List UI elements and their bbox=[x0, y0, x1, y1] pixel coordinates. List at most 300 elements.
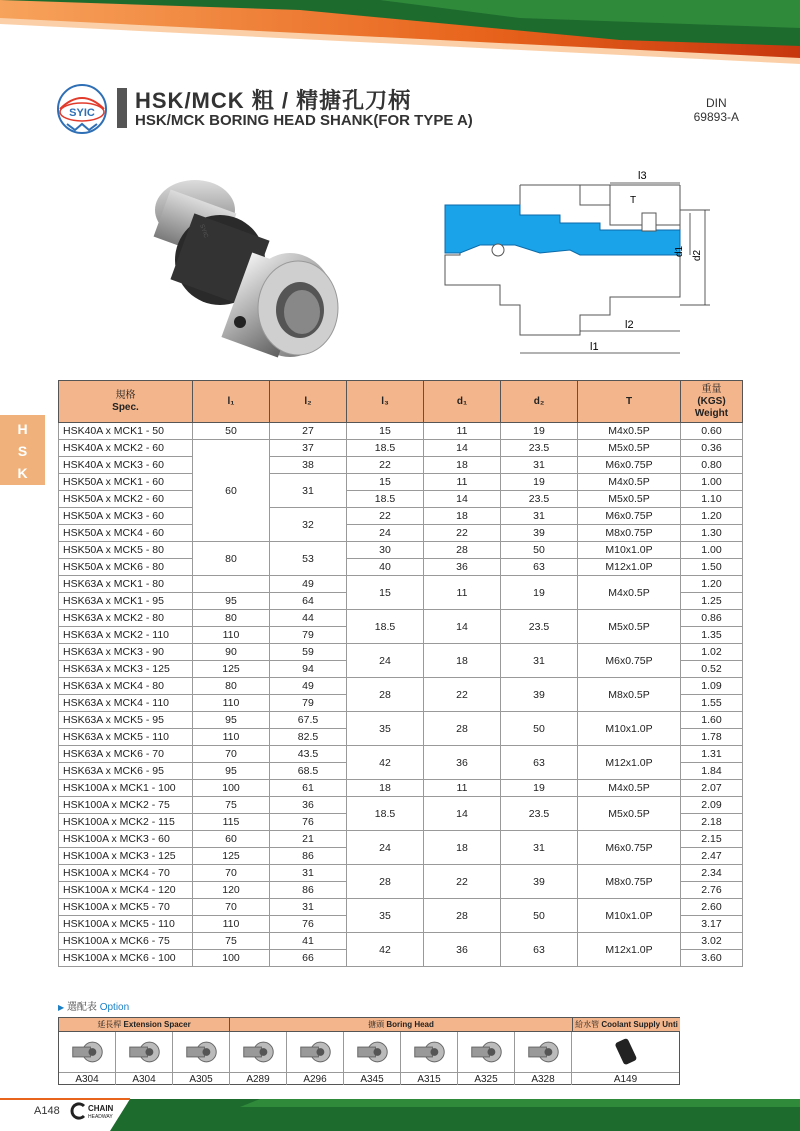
cell-w: 2.07 bbox=[681, 780, 743, 797]
cell-l3: 24 bbox=[347, 644, 424, 678]
cell-d2: 39 bbox=[501, 865, 578, 899]
cell-T: M8x0.75P bbox=[578, 525, 681, 542]
cell-spec: HSK40A x MCK2 - 60 bbox=[59, 440, 193, 457]
cell-l1: 115 bbox=[193, 814, 270, 831]
cell-w: 1.10 bbox=[681, 491, 743, 508]
table-row bbox=[59, 746, 743, 763]
cell-l2: 66 bbox=[270, 950, 347, 967]
cell-l2: 38 bbox=[270, 457, 347, 474]
cell-w: 2.15 bbox=[681, 831, 743, 848]
din-standard bbox=[694, 96, 739, 124]
cell-spec: HSK63A x MCK4 - 110 bbox=[59, 695, 193, 712]
option-item bbox=[173, 1032, 230, 1085]
cell-T: M8x0.75P bbox=[578, 865, 681, 899]
cell-d1: 22 bbox=[424, 678, 501, 712]
cell-d2: 39 bbox=[501, 525, 578, 542]
cell-l1: 80 bbox=[193, 542, 270, 576]
option-item-code: A305 bbox=[173, 1072, 229, 1085]
cell-l2: 76 bbox=[270, 814, 347, 831]
cell-l3: 22 bbox=[347, 508, 424, 525]
cell-spec: HSK63A x MCK6 - 70 bbox=[59, 746, 193, 763]
svg-text:CHAIN: CHAIN bbox=[88, 1104, 114, 1113]
cell-l1: 110 bbox=[193, 916, 270, 933]
cell-T: M4x0.5P bbox=[578, 780, 681, 797]
option-item-image bbox=[173, 1032, 229, 1072]
cell-l3: 15 bbox=[347, 576, 424, 610]
cell-w: 0.86 bbox=[681, 610, 743, 627]
cell-T: M6x0.75P bbox=[578, 508, 681, 525]
cell-T: M10x1.0P bbox=[578, 899, 681, 933]
cell-l1: 80 bbox=[193, 678, 270, 695]
option-item bbox=[116, 1032, 173, 1085]
cell-w: 1.00 bbox=[681, 542, 743, 559]
cell-l2: 64 bbox=[270, 593, 347, 610]
col-header-T: T bbox=[578, 381, 681, 423]
table-row bbox=[59, 712, 743, 729]
table-row bbox=[59, 644, 743, 661]
cell-d1: 14 bbox=[424, 797, 501, 831]
cell-w: 0.52 bbox=[681, 661, 743, 678]
cell-T: M5x0.5P bbox=[578, 797, 681, 831]
dim-label-T: T bbox=[630, 195, 637, 206]
option-item-image bbox=[116, 1032, 172, 1072]
cell-spec: HSK63A x MCK2 - 80 bbox=[59, 610, 193, 627]
cell-d2: 19 bbox=[501, 423, 578, 440]
cell-l1: 70 bbox=[193, 899, 270, 916]
option-item-image bbox=[401, 1032, 457, 1072]
cell-spec: HSK100A x MCK2 - 115 bbox=[59, 814, 193, 831]
table-row bbox=[59, 933, 743, 950]
cell-d1: 11 bbox=[424, 423, 501, 440]
col-header-l3: l₃ bbox=[347, 381, 424, 423]
option-item-image bbox=[230, 1032, 286, 1072]
cell-d1: 18 bbox=[424, 644, 501, 678]
table-row bbox=[59, 576, 743, 593]
cell-T: M4x0.5P bbox=[578, 423, 681, 440]
option-item-image bbox=[287, 1032, 343, 1072]
table-row bbox=[59, 457, 743, 474]
table-row bbox=[59, 474, 743, 491]
cell-l2: 31 bbox=[270, 865, 347, 882]
cell-w: 1.30 bbox=[681, 525, 743, 542]
col-header-d2: d₂ bbox=[501, 381, 578, 423]
cell-l3: 15 bbox=[347, 474, 424, 491]
cell-d2: 31 bbox=[501, 831, 578, 865]
cell-d1: 28 bbox=[424, 542, 501, 559]
cell-l1: 100 bbox=[193, 780, 270, 797]
cell-spec: HSK50A x MCK3 - 60 bbox=[59, 508, 193, 525]
cell-d1: 11 bbox=[424, 780, 501, 797]
chain-headway-logo bbox=[70, 1101, 130, 1121]
cell-l1: 125 bbox=[193, 848, 270, 865]
cell-d2: 19 bbox=[501, 474, 578, 491]
cell-d1: 11 bbox=[424, 576, 501, 610]
cell-w: 1.31 bbox=[681, 746, 743, 763]
cell-d1: 22 bbox=[424, 865, 501, 899]
col-header-l2: l₂ bbox=[270, 381, 347, 423]
cell-T: M10x1.0P bbox=[578, 712, 681, 746]
cell-d2: 39 bbox=[501, 678, 578, 712]
cell-l1: 95 bbox=[193, 763, 270, 780]
cell-w: 1.84 bbox=[681, 763, 743, 780]
option-item-code: A149 bbox=[572, 1072, 679, 1085]
cell-d2: 19 bbox=[501, 780, 578, 797]
cell-l3: 15 bbox=[347, 423, 424, 440]
cell-d1: 36 bbox=[424, 746, 501, 780]
col-header-l1: l₁ bbox=[193, 381, 270, 423]
cell-l3: 30 bbox=[347, 542, 424, 559]
option-arrow-icon: ▶ bbox=[58, 1003, 65, 1012]
option-item-code: A304 bbox=[116, 1072, 172, 1085]
cell-spec: HSK50A x MCK2 - 60 bbox=[59, 491, 193, 508]
cell-T: M4x0.5P bbox=[578, 576, 681, 610]
cell-l3: 24 bbox=[347, 525, 424, 542]
cell-l1: 95 bbox=[193, 593, 270, 610]
page-header bbox=[55, 82, 755, 137]
cell-l1: 125 bbox=[193, 661, 270, 678]
side-tab-letter-2: S bbox=[17, 443, 28, 459]
page-number: A148 bbox=[34, 1105, 60, 1117]
dim-label-d2: d2 bbox=[692, 249, 703, 261]
cell-l2: 68.5 bbox=[270, 763, 347, 780]
option-item-code: A325 bbox=[458, 1072, 514, 1085]
cell-T: M5x0.5P bbox=[578, 610, 681, 644]
cell-w: 1.20 bbox=[681, 576, 743, 593]
cell-l3: 35 bbox=[347, 712, 424, 746]
side-tab-letter-3: K bbox=[17, 465, 28, 481]
dim-label-d1: d1 bbox=[674, 245, 685, 257]
cell-d2: 31 bbox=[501, 644, 578, 678]
cell-d2: 63 bbox=[501, 746, 578, 780]
option-section-title bbox=[58, 998, 129, 1013]
spec-table-body bbox=[59, 423, 743, 967]
cell-w: 2.76 bbox=[681, 882, 743, 899]
cell-w: 2.09 bbox=[681, 797, 743, 814]
option-item bbox=[230, 1032, 287, 1085]
cell-w: 0.80 bbox=[681, 457, 743, 474]
cell-l2: 32 bbox=[270, 508, 347, 542]
page-title-cn: HSK/MCK 粗 / 精搪孔刀柄 bbox=[135, 88, 412, 113]
dim-label-l3: l3 bbox=[638, 170, 647, 182]
cell-d2: 50 bbox=[501, 542, 578, 559]
cell-l1: 75 bbox=[193, 797, 270, 814]
technical-drawing bbox=[420, 165, 720, 365]
cell-d1: 14 bbox=[424, 440, 501, 457]
cell-l2: 41 bbox=[270, 933, 347, 950]
cell-l3: 28 bbox=[347, 865, 424, 899]
cell-l1: 95 bbox=[193, 712, 270, 729]
dim-label-l1: l1 bbox=[590, 341, 599, 353]
cell-spec: HSK63A x MCK2 - 110 bbox=[59, 627, 193, 644]
cell-l3: 18.5 bbox=[347, 440, 424, 457]
option-group-boring: 搪頭 Boring Head bbox=[230, 1018, 573, 1032]
top-decorative-band bbox=[0, 0, 800, 70]
cell-d2: 50 bbox=[501, 712, 578, 746]
cell-T: M5x0.5P bbox=[578, 491, 681, 508]
cell-w: 2.60 bbox=[681, 899, 743, 916]
table-row bbox=[59, 542, 743, 559]
cell-w: 1.35 bbox=[681, 627, 743, 644]
cell-l3: 18 bbox=[347, 780, 424, 797]
cell-T: M6x0.75P bbox=[578, 457, 681, 474]
cell-l1 bbox=[193, 576, 270, 593]
cell-spec: HSK100A x MCK5 - 110 bbox=[59, 916, 193, 933]
cell-l1: 60 bbox=[193, 440, 270, 542]
cell-spec: HSK100A x MCK1 - 100 bbox=[59, 780, 193, 797]
table-row bbox=[59, 678, 743, 695]
cell-l2: 43.5 bbox=[270, 746, 347, 763]
cell-spec: HSK100A x MCK6 - 100 bbox=[59, 950, 193, 967]
cell-l2: 44 bbox=[270, 610, 347, 627]
option-item-image bbox=[344, 1032, 400, 1072]
cell-d2: 23.5 bbox=[501, 610, 578, 644]
option-item bbox=[59, 1032, 116, 1085]
option-item-code: A315 bbox=[401, 1072, 457, 1085]
cell-l1: 80 bbox=[193, 610, 270, 627]
table-row bbox=[59, 508, 743, 525]
table-row bbox=[59, 559, 743, 576]
cell-w: 3.02 bbox=[681, 933, 743, 950]
cell-w: 1.50 bbox=[681, 559, 743, 576]
cell-d1: 11 bbox=[424, 474, 501, 491]
cell-w: 3.60 bbox=[681, 950, 743, 967]
cell-spec: HSK63A x MCK3 - 90 bbox=[59, 644, 193, 661]
cell-l3: 18.5 bbox=[347, 797, 424, 831]
cell-d1: 28 bbox=[424, 899, 501, 933]
cell-d1: 36 bbox=[424, 933, 501, 967]
cell-spec: HSK50A x MCK5 - 80 bbox=[59, 542, 193, 559]
cell-l1: 70 bbox=[193, 865, 270, 882]
cell-l2: 94 bbox=[270, 661, 347, 678]
cell-w: 0.36 bbox=[681, 440, 743, 457]
table-row bbox=[59, 831, 743, 848]
table-row bbox=[59, 780, 743, 797]
option-item bbox=[401, 1032, 458, 1085]
table-row bbox=[59, 865, 743, 882]
syic-logo bbox=[55, 82, 110, 137]
cell-T: M5x0.5P bbox=[578, 440, 681, 457]
cell-l3: 18.5 bbox=[347, 491, 424, 508]
col-header-spec: 規格 Spec. bbox=[59, 381, 193, 423]
cell-T: M10x1.0P bbox=[578, 542, 681, 559]
cell-l2: 49 bbox=[270, 678, 347, 695]
cell-T: M8x0.5P bbox=[578, 678, 681, 712]
option-group-coolant: 給水管 Coolant Supply Unti bbox=[573, 1018, 680, 1032]
table-row bbox=[59, 525, 743, 542]
option-item-image bbox=[572, 1032, 679, 1072]
cell-l2: 37 bbox=[270, 440, 347, 457]
cell-d2: 50 bbox=[501, 899, 578, 933]
cell-w: 2.18 bbox=[681, 814, 743, 831]
table-row bbox=[59, 610, 743, 627]
cell-spec: HSK50A x MCK1 - 60 bbox=[59, 474, 193, 491]
table-row bbox=[59, 491, 743, 508]
cell-l2: 31 bbox=[270, 474, 347, 508]
logo-text: SYIC bbox=[69, 107, 95, 119]
cell-l2: 86 bbox=[270, 848, 347, 865]
table-row bbox=[59, 423, 743, 440]
cell-spec: HSK100A x MCK2 - 75 bbox=[59, 797, 193, 814]
cell-l1: 120 bbox=[193, 882, 270, 899]
option-item-code: A289 bbox=[230, 1072, 286, 1085]
cell-l1: 75 bbox=[193, 933, 270, 950]
page-title-en: HSK/MCK BORING HEAD SHANK(FOR TYPE A) bbox=[135, 112, 473, 129]
spec-table bbox=[58, 380, 743, 967]
cell-l3: 22 bbox=[347, 457, 424, 474]
cell-w: 1.00 bbox=[681, 474, 743, 491]
cell-d1: 14 bbox=[424, 610, 501, 644]
cell-d2: 63 bbox=[501, 933, 578, 967]
cell-spec: HSK63A x MCK1 - 80 bbox=[59, 576, 193, 593]
cell-l2: 86 bbox=[270, 882, 347, 899]
cell-spec: HSK100A x MCK6 - 75 bbox=[59, 933, 193, 950]
cell-spec: HSK100A x MCK5 - 70 bbox=[59, 899, 193, 916]
cell-d2: 19 bbox=[501, 576, 578, 610]
option-item-code: A345 bbox=[344, 1072, 400, 1085]
option-item-image bbox=[59, 1032, 115, 1072]
cell-spec: HSK63A x MCK1 - 95 bbox=[59, 593, 193, 610]
option-item bbox=[287, 1032, 344, 1085]
cell-l1: 90 bbox=[193, 644, 270, 661]
table-row bbox=[59, 440, 743, 457]
cell-l3: 35 bbox=[347, 899, 424, 933]
cell-l3: 42 bbox=[347, 746, 424, 780]
cell-l3: 24 bbox=[347, 831, 424, 865]
cell-l2: 82.5 bbox=[270, 729, 347, 746]
option-item bbox=[458, 1032, 515, 1085]
cell-spec: HSK63A x MCK3 - 125 bbox=[59, 661, 193, 678]
cell-T: M12x1.0P bbox=[578, 559, 681, 576]
cell-d2: 31 bbox=[501, 457, 578, 474]
cell-w: 1.78 bbox=[681, 729, 743, 746]
table-header-row bbox=[59, 381, 743, 423]
cell-spec: HSK63A x MCK6 - 95 bbox=[59, 763, 193, 780]
table-row bbox=[59, 797, 743, 814]
cell-T: M12x1.0P bbox=[578, 933, 681, 967]
cell-l2: 53 bbox=[270, 542, 347, 576]
cell-l3: 40 bbox=[347, 559, 424, 576]
cell-spec: HSK100A x MCK4 - 70 bbox=[59, 865, 193, 882]
cell-w: 1.02 bbox=[681, 644, 743, 661]
cell-T: M6x0.75P bbox=[578, 831, 681, 865]
cell-d1: 22 bbox=[424, 525, 501, 542]
cell-l3: 42 bbox=[347, 933, 424, 967]
cell-w: 1.20 bbox=[681, 508, 743, 525]
cell-T: M6x0.75P bbox=[578, 644, 681, 678]
cell-w: 1.09 bbox=[681, 678, 743, 695]
cell-l2: 67.5 bbox=[270, 712, 347, 729]
cell-l2: 79 bbox=[270, 695, 347, 712]
cell-l2: 36 bbox=[270, 797, 347, 814]
cell-l1: 100 bbox=[193, 950, 270, 967]
cell-T: M4x0.5P bbox=[578, 474, 681, 491]
cell-l2: 61 bbox=[270, 780, 347, 797]
cell-l1: 50 bbox=[193, 423, 270, 440]
cell-l2: 59 bbox=[270, 644, 347, 661]
cell-l2: 79 bbox=[270, 627, 347, 644]
cell-l1: 60 bbox=[193, 831, 270, 848]
din-number: 69893-A bbox=[693, 110, 739, 124]
cell-w: 1.25 bbox=[681, 593, 743, 610]
dim-label-l2: l2 bbox=[625, 319, 634, 331]
title-bar-accent bbox=[117, 88, 127, 128]
cell-l1: 110 bbox=[193, 695, 270, 712]
option-item-code: A328 bbox=[515, 1072, 571, 1085]
cell-d1: 14 bbox=[424, 491, 501, 508]
svg-text:HEADWAY: HEADWAY bbox=[88, 1114, 113, 1120]
cell-w: 1.55 bbox=[681, 695, 743, 712]
cell-d1: 18 bbox=[424, 831, 501, 865]
cell-w: 3.17 bbox=[681, 916, 743, 933]
product-photo bbox=[140, 170, 340, 370]
cell-spec: HSK63A x MCK4 - 80 bbox=[59, 678, 193, 695]
cell-d2: 23.5 bbox=[501, 797, 578, 831]
cell-spec: HSK40A x MCK1 - 50 bbox=[59, 423, 193, 440]
cell-l2: 21 bbox=[270, 831, 347, 848]
cell-l1: 110 bbox=[193, 627, 270, 644]
cell-w: 2.34 bbox=[681, 865, 743, 882]
cell-l2: 27 bbox=[270, 423, 347, 440]
cell-spec: HSK50A x MCK6 - 80 bbox=[59, 559, 193, 576]
option-title-en: Option bbox=[99, 1002, 130, 1013]
option-item bbox=[572, 1032, 679, 1085]
cell-w: 0.60 bbox=[681, 423, 743, 440]
option-item bbox=[344, 1032, 401, 1085]
option-item-code: A296 bbox=[287, 1072, 343, 1085]
din-label: DIN bbox=[705, 96, 727, 110]
option-title-cn: 選配表 bbox=[66, 1002, 97, 1013]
cell-d2: 23.5 bbox=[501, 440, 578, 457]
option-item bbox=[515, 1032, 572, 1085]
table-row bbox=[59, 899, 743, 916]
cell-spec: HSK63A x MCK5 - 110 bbox=[59, 729, 193, 746]
option-group-extension: 延長桿 Extension Spacer bbox=[59, 1018, 230, 1032]
cell-l2: 49 bbox=[270, 576, 347, 593]
cell-d1: 18 bbox=[424, 508, 501, 525]
cell-d1: 18 bbox=[424, 457, 501, 474]
col-header-d1: d₁ bbox=[424, 381, 501, 423]
col-header-weight: 重量 (KGS) Weight bbox=[681, 381, 743, 423]
cell-d1: 36 bbox=[424, 559, 501, 576]
cell-l3: 18.5 bbox=[347, 610, 424, 644]
side-category-tab bbox=[0, 415, 45, 485]
cell-d2: 31 bbox=[501, 508, 578, 525]
cell-d2: 23.5 bbox=[501, 491, 578, 508]
cell-spec: HSK100A x MCK3 - 125 bbox=[59, 848, 193, 865]
option-item-image bbox=[515, 1032, 571, 1072]
cell-l1: 110 bbox=[193, 729, 270, 746]
option-item-image bbox=[458, 1032, 514, 1072]
side-tab-letter-1: H bbox=[17, 421, 28, 437]
cell-spec: HSK100A x MCK4 - 120 bbox=[59, 882, 193, 899]
option-table bbox=[58, 1017, 680, 1085]
cell-l2: 76 bbox=[270, 916, 347, 933]
cell-w: 1.60 bbox=[681, 712, 743, 729]
cell-l2: 31 bbox=[270, 899, 347, 916]
photo-engraving: SYIC bbox=[198, 223, 209, 239]
cell-spec: HSK40A x MCK3 - 60 bbox=[59, 457, 193, 474]
cell-d2: 63 bbox=[501, 559, 578, 576]
cell-l3: 28 bbox=[347, 678, 424, 712]
cell-T: M12x1.0P bbox=[578, 746, 681, 780]
cell-spec: HSK63A x MCK5 - 95 bbox=[59, 712, 193, 729]
cell-l1: 70 bbox=[193, 746, 270, 763]
cell-w: 2.47 bbox=[681, 848, 743, 865]
cell-spec: HSK100A x MCK3 - 60 bbox=[59, 831, 193, 848]
option-item-code: A304 bbox=[59, 1072, 115, 1085]
cell-d1: 28 bbox=[424, 712, 501, 746]
cell-spec: HSK50A x MCK4 - 60 bbox=[59, 525, 193, 542]
